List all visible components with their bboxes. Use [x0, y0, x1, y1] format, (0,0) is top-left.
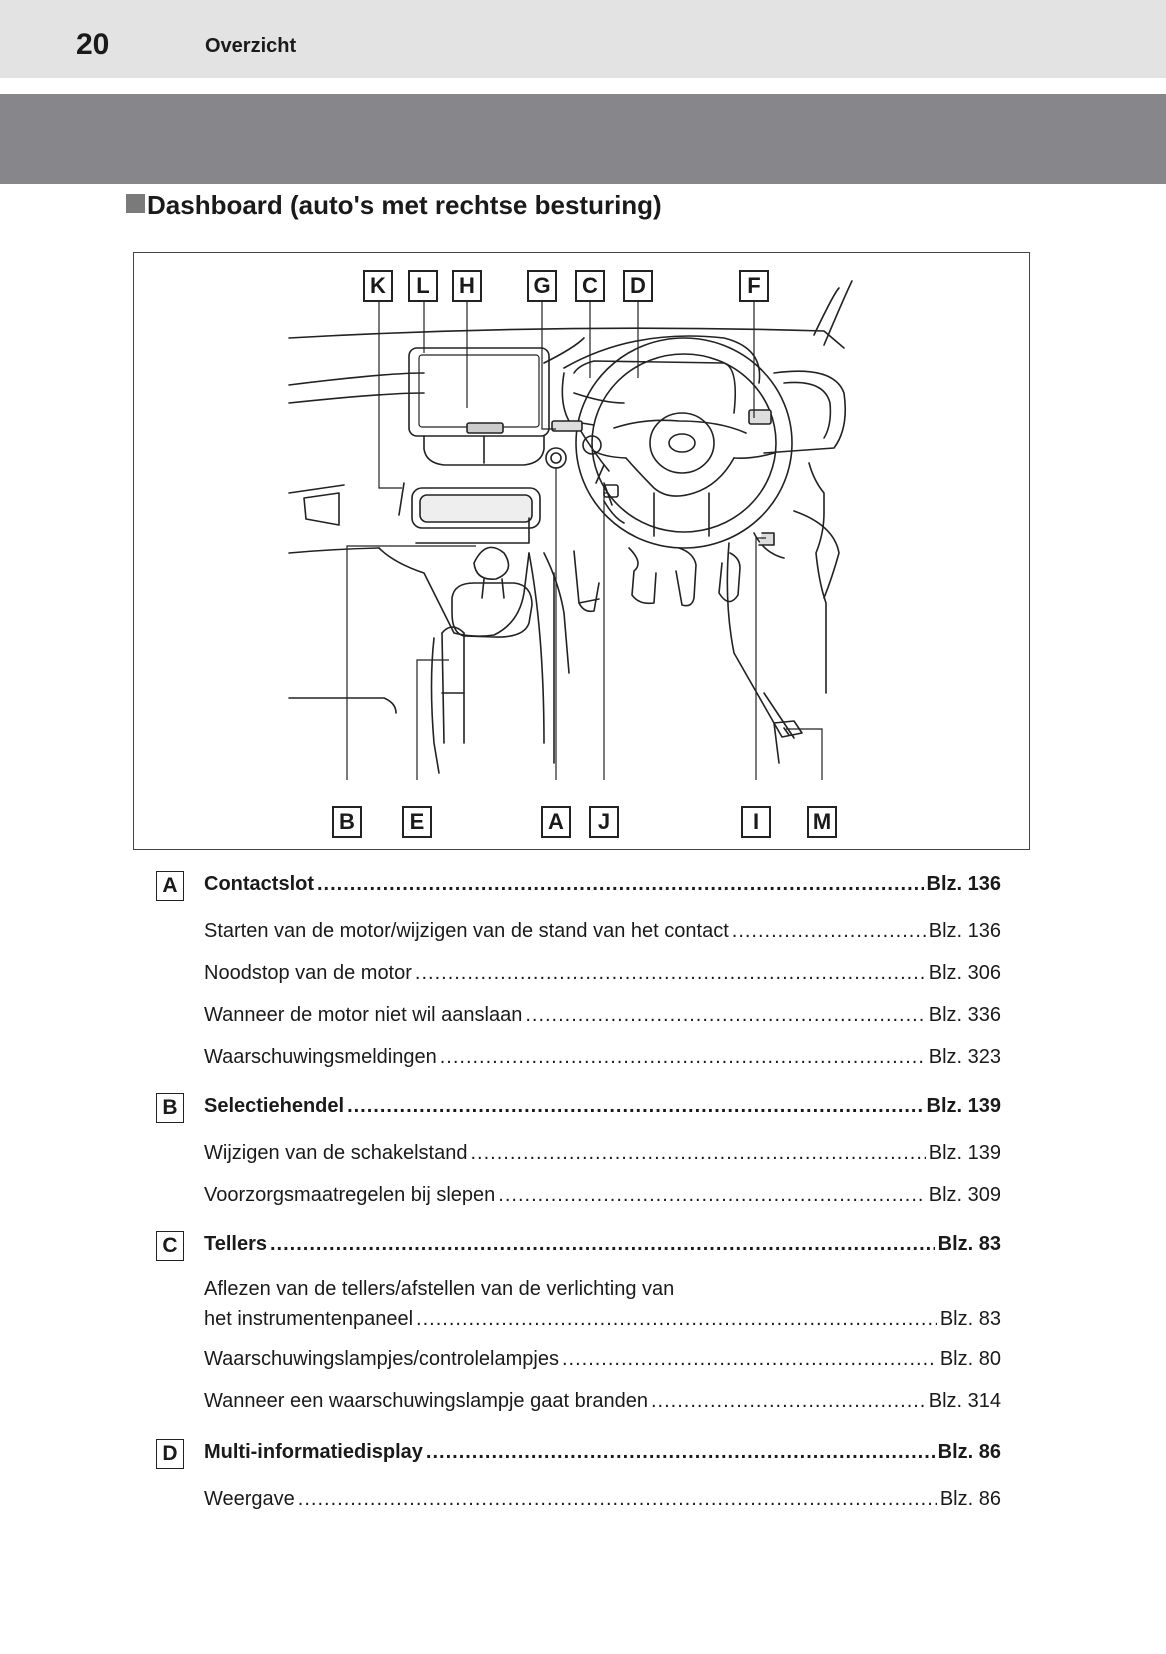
callout-h: H — [452, 270, 482, 302]
toc-text: Noodstop van de motor — [204, 962, 412, 984]
toc-line[interactable] — [204, 1488, 1001, 1511]
chapter-title: Overzicht — [205, 35, 297, 57]
leader-dots — [317, 873, 924, 896]
toc-page: Blz. 136 — [928, 920, 1001, 942]
legend-key: B — [156, 1093, 184, 1123]
callout-m: M — [807, 806, 837, 838]
toc-text: Weergave — [204, 1488, 295, 1510]
toc-line[interactable] — [204, 1004, 1001, 1027]
callout-leader-lines — [134, 253, 1031, 851]
toc-line[interactable] — [204, 1441, 1001, 1464]
callout-l: L — [408, 270, 438, 302]
leader-dots — [426, 1441, 935, 1464]
callout-d: D — [623, 270, 653, 302]
toc-line[interactable] — [204, 1348, 1001, 1371]
legend-main-row — [156, 1436, 1001, 1472]
toc-page: Blz. 336 — [928, 1004, 1001, 1026]
toc-subitem — [156, 1482, 1001, 1524]
page-header-bar — [0, 0, 1166, 78]
legend-entry-d — [156, 1436, 1001, 1524]
page-number: 20 — [76, 28, 110, 61]
callout-k: K — [363, 270, 393, 302]
toc-title: Multi-informatiedisplay — [204, 1441, 423, 1463]
toc-line[interactable] — [204, 1046, 1001, 1069]
toc-text: Wijzigen van de schakelstand — [204, 1142, 468, 1164]
legend-main-row — [156, 1090, 1001, 1126]
leader-dots — [347, 1095, 923, 1118]
toc-text: Wanneer een waarschuwingslampje gaat branden — [204, 1390, 648, 1412]
legend-main-row — [156, 868, 1001, 904]
toc-page: Blz. 86 — [937, 1441, 1001, 1463]
callout-b: B — [332, 806, 362, 838]
toc-page: Blz. 323 — [928, 1046, 1001, 1068]
callout-f: F — [739, 270, 769, 302]
toc-line[interactable] — [204, 1233, 1001, 1256]
legend-entry-b — [156, 1090, 1001, 1220]
toc-text: het instrumentenpaneel — [204, 1308, 414, 1330]
toc-text: Voorzorgsmaatregelen bij slepen — [204, 1184, 496, 1206]
callout-a: A — [541, 806, 571, 838]
toc-title: Contactslot — [204, 873, 314, 895]
leader-dots — [415, 962, 926, 985]
toc-subitem — [156, 1274, 1001, 1344]
toc-page: Blz. 309 — [928, 1184, 1001, 1206]
toc-page: Blz. 83 — [939, 1308, 1001, 1330]
section-title-text: Dashboard (auto's met rechtse besturing) — [147, 190, 662, 220]
toc-text: Waarschuwingsmeldingen — [204, 1046, 437, 1068]
leader-dots — [416, 1308, 937, 1331]
toc-line[interactable] — [204, 962, 1001, 985]
toc-page: Blz. 86 — [939, 1488, 1001, 1510]
toc-page: Blz. 139 — [926, 1095, 1001, 1117]
callout-i: I — [741, 806, 771, 838]
leader-dots — [562, 1348, 937, 1371]
square-bullet-icon — [126, 194, 145, 213]
toc-page: Blz. 80 — [939, 1348, 1001, 1370]
section-title — [126, 190, 662, 221]
toc-line[interactable] — [204, 1095, 1001, 1118]
callout-g: G — [527, 270, 557, 302]
legend-main-row — [156, 1228, 1001, 1264]
toc-subitem — [156, 1040, 1001, 1082]
toc-text: Starten van de motor/wijzigen van de stand van het contact — [204, 920, 729, 942]
toc-page: Blz. 306 — [928, 962, 1001, 984]
callout-c: C — [575, 270, 605, 302]
toc-title: Selectiehendel — [204, 1095, 345, 1117]
toc-subitem — [156, 1136, 1001, 1178]
dashboard-illustration — [133, 252, 1030, 850]
toc-page: Blz. 314 — [928, 1390, 1001, 1412]
toc-subitem — [156, 1178, 1001, 1220]
legend-list — [156, 868, 1001, 1524]
toc-title: Tellers — [204, 1233, 267, 1255]
legend-key: D — [156, 1439, 184, 1469]
toc-subitem — [156, 998, 1001, 1040]
toc-line[interactable] — [204, 1142, 1001, 1165]
leader-dots — [651, 1390, 926, 1413]
toc-subitem — [156, 1386, 1001, 1428]
toc-page: Blz. 136 — [926, 873, 1001, 895]
toc-subitem — [156, 956, 1001, 998]
toc-text: Wanneer de motor niet wil aanslaan — [204, 1004, 523, 1026]
toc-line[interactable] — [204, 1308, 1001, 1331]
toc-page: Blz. 139 — [928, 1142, 1001, 1164]
section-banner — [0, 94, 1166, 184]
toc-line[interactable] — [204, 1390, 1001, 1413]
toc-line[interactable] — [204, 873, 1001, 896]
leader-dots — [498, 1184, 925, 1207]
toc-page: Blz. 83 — [937, 1233, 1001, 1255]
leader-dots — [732, 920, 926, 943]
legend-entry-c — [156, 1228, 1001, 1428]
leader-dots — [525, 1004, 925, 1027]
toc-line[interactable] — [204, 920, 1001, 943]
toc-subitem — [156, 914, 1001, 956]
callout-j: J — [589, 806, 619, 838]
legend-entry-a — [156, 868, 1001, 1082]
callout-e: E — [402, 806, 432, 838]
legend-key: A — [156, 871, 184, 901]
legend-key: C — [156, 1231, 184, 1261]
toc-subitem — [156, 1344, 1001, 1386]
leader-dots — [298, 1488, 937, 1511]
leader-dots — [470, 1142, 925, 1165]
toc-line[interactable] — [204, 1184, 1001, 1207]
leader-dots — [270, 1233, 935, 1256]
leader-dots — [440, 1046, 926, 1069]
toc-text: Waarschuwingslampjes/controlelampjes — [204, 1348, 559, 1370]
toc-text-line1: Aflezen van de tellers/afstellen van de verlichting van — [204, 1278, 675, 1300]
